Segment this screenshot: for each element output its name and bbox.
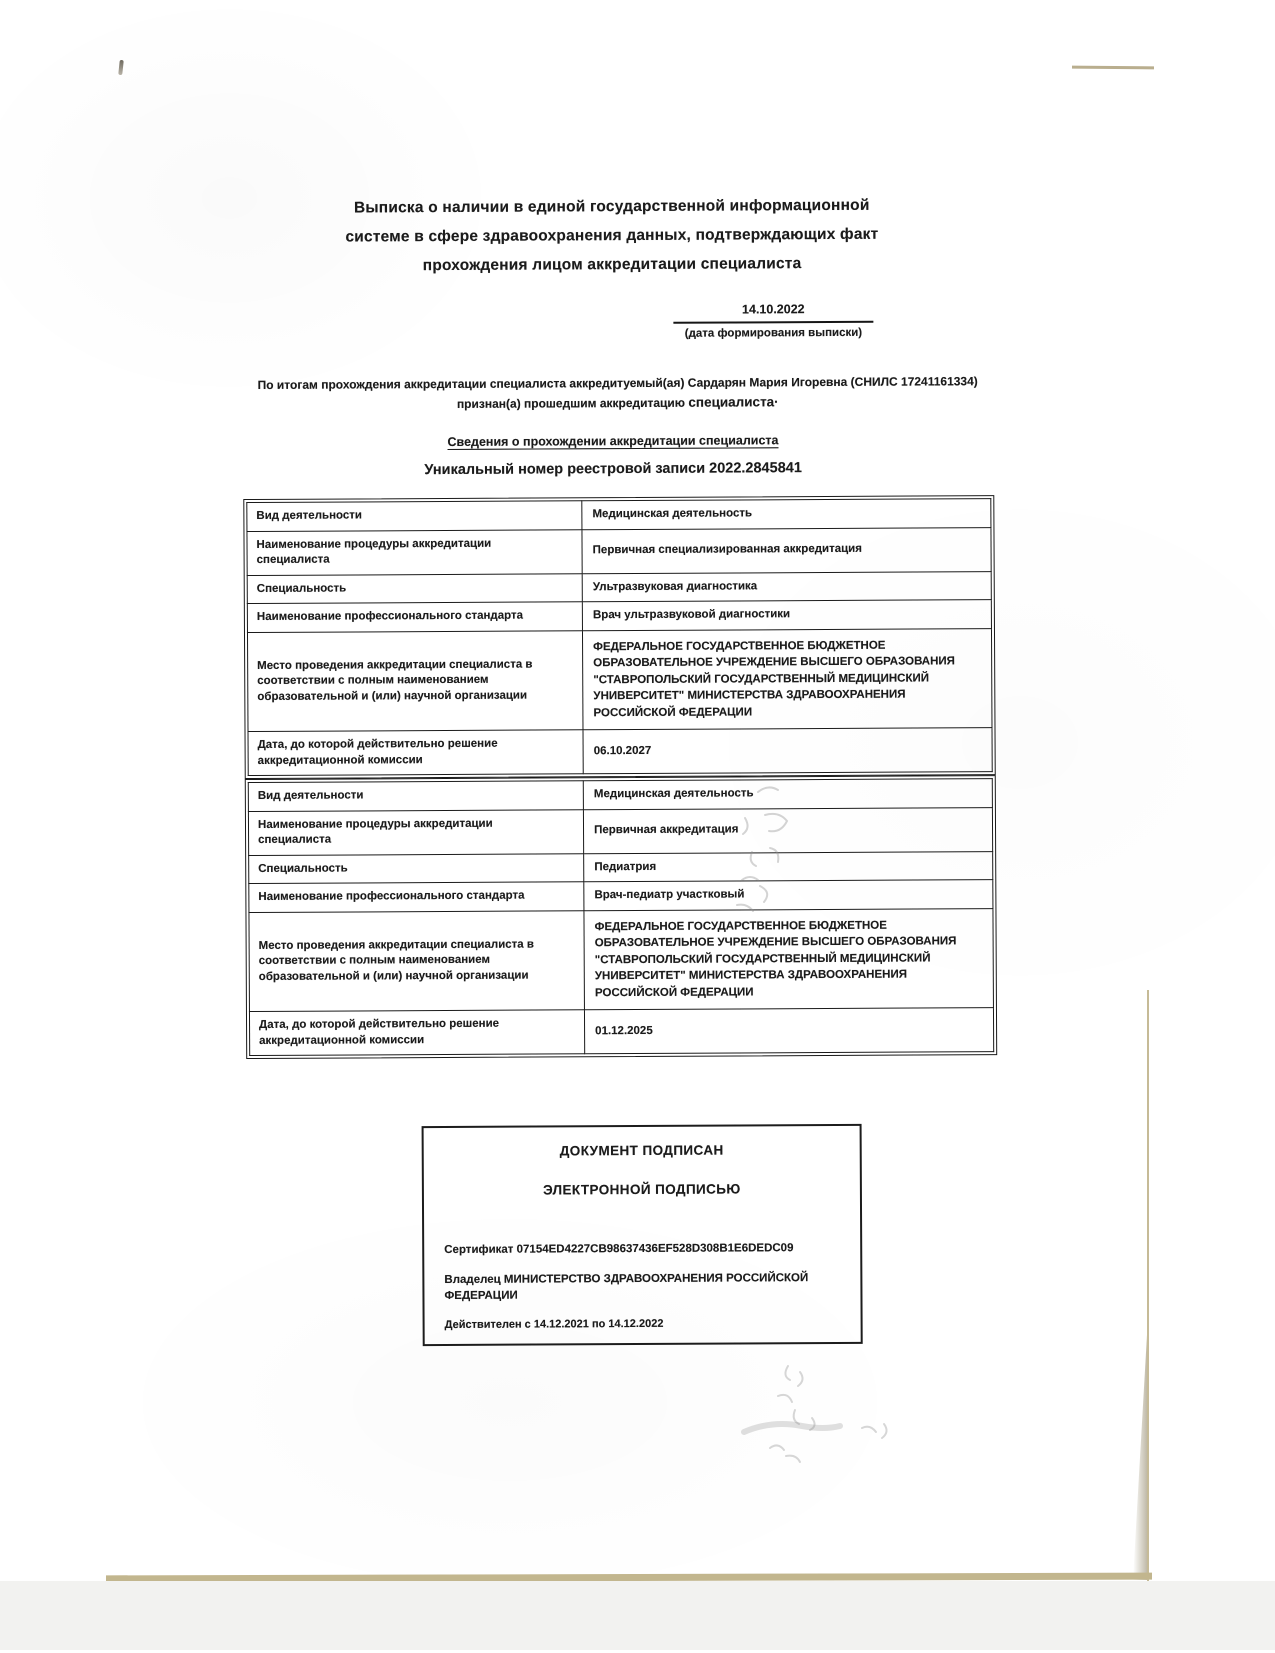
row-value-cell: 06.10.2027 [583,728,992,774]
table-row [247,600,991,632]
row-value-cell: Врач ультразвуковой диагностики [582,600,991,631]
owner-value: МИНИСТЕРСТВО ЗДРАВООХРАНЕНИЯ РОССИЙСКОЙ ФЕДЕРАЦИИ [444,1272,809,1303]
row-value-cell: 01.12.2025 [585,1008,994,1054]
row-value-cell: ФЕДЕРАЛЬНОЕ ГОСУДАРСТВЕННОЕ БЮДЖЕТНОЕ ОБРАЗОВАТЕЛЬНОЕ УЧРЕЖДЕНИЕ ВЫСШЕГО ОБРАЗОВАНИЯ "СТАВРОПОЛЬСКИЙ ГОСУДАРСТВЕННЫЙ МЕДИЦИНСКИЙ УНИВЕРСИТЕТ" МИНИСТЕРСТВА ЗДРАВООХРАНЕНИЯ РОССИЙСКОЙ ФЕДЕРАЦИИ [584,908,993,1010]
table-row [248,779,992,811]
row-value-cell: Медицинская деятельность [583,779,992,810]
accreditation-table-2 [245,775,997,1059]
extract-date-caption: (дата формирования выписки) [684,326,863,340]
extract-date: 14.10.2022 [673,302,873,324]
row-label-cell: Наименование процедуры аккредитации специалиста [247,529,582,575]
row-value-cell: Педиатрия [584,851,993,882]
accreditation-table-1 [243,495,995,779]
row-label-cell: Вид деятельности [248,781,583,811]
table-row [249,880,993,912]
registry-number-line: Уникальный номер реестровой записи 2022.2845841 [424,460,802,479]
owner-label: Владелец [444,1273,501,1287]
row-value-cell: Первичная специализированная аккредитация [582,527,991,573]
signature-title-line-2: ЭЛЕКТРОННОЙ ПОДПИСЬЮ [543,1181,741,1198]
intro-emphasis: специалиста· [688,394,779,410]
document-title [57,189,1167,282]
signature-title-line-1: ДОКУМЕНТ ПОДПИСАН [559,1142,724,1159]
extract-date-block [673,302,873,340]
row-label-cell: Дата, до которой действительно решение аккредитационной комиссии [249,1010,584,1056]
intro-text: По итогам прохождения аккредитации специалиста аккредитуемый(ая) Сардарян Мария Игоревна (СНИЛС 17241161334) признан(а) прошедшим аккредитацию [257,374,978,411]
certificate-label: Сертификат [444,1243,514,1257]
table-row [247,628,992,731]
table-row [247,527,991,575]
table-row [249,851,993,883]
certificate-value: 07154ED4227CB98637436EF528D308B1E6DEDC09 [516,1242,794,1256]
section-heading: Сведения о прохождении аккредитации специалиста [447,433,779,449]
accreditation-table-1-grid [246,498,992,776]
certificate-line [444,1242,840,1256]
accreditation-table-2-grid [248,778,994,1056]
owner-line [444,1270,854,1304]
paper-edge-right [1147,990,1149,1582]
title-line-2: системе в сфере здравоохранения данных, подтверждающих факт [345,225,879,246]
intro-paragraph [243,372,993,415]
row-label-cell: Место проведения аккредитации специалиста в соответствии с полным наименованием образовательной и (или) научной организации [247,630,583,731]
row-label-cell: Вид деятельности [247,501,582,531]
table-row [249,1008,993,1056]
row-label-cell: Специальность [249,853,584,883]
table-row [249,908,994,1011]
row-value-cell: Врач-педиатр участковый [584,880,993,911]
row-value-cell: ФЕДЕРАЛЬНОЕ ГОСУДАРСТВЕННОЕ БЮДЖЕТНОЕ ОБРАЗОВАТЕЛЬНОЕ УЧРЕЖДЕНИЕ ВЫСШЕГО ОБРАЗОВАНИЯ "СТАВРОПОЛЬСКИЙ ГОСУДАРСТВЕННЫЙ МЕДИЦИНСКИЙ УНИВЕРСИТЕТ" МИНИСТЕРСТВА ЗДРАВООХРАНЕНИЯ РОССИЙСКОЙ ФЕДЕРАЦИИ [583,628,992,730]
electronic-signature-box [422,1124,863,1346]
row-value-cell: Первичная аккредитация [583,807,992,853]
row-label-cell: Место проведения аккредитации специалиста в соответствии с полным наименованием образовательной и (или) научной организации [249,910,585,1011]
row-value-cell: Ультразвуковая диагностика [582,571,991,602]
row-label-cell: Наименование профессионального стандарта [247,602,582,632]
title-line-3: прохождения лицом аккредитации специалиста [422,255,802,275]
row-label-cell: Наименование процедуры аккредитации специалиста [248,809,583,855]
scanner-background [0,1581,1275,1650]
title-line-1: Выписка о наличии в единой государственной информационной [353,196,870,217]
row-value-cell: Медицинская деятельность [582,499,991,530]
table-row [248,728,992,776]
table-row [248,807,992,855]
table-row [247,499,991,531]
validity-line: Действителен с 14.12.2021 по 14.12.2022 [444,1317,664,1332]
row-label-cell: Дата, до которой действительно решение аккредитационной комиссии [248,730,583,776]
table-row [247,571,991,603]
row-label-cell: Наименование профессионального стандарта [249,882,584,912]
row-label-cell: Специальность [247,573,582,603]
